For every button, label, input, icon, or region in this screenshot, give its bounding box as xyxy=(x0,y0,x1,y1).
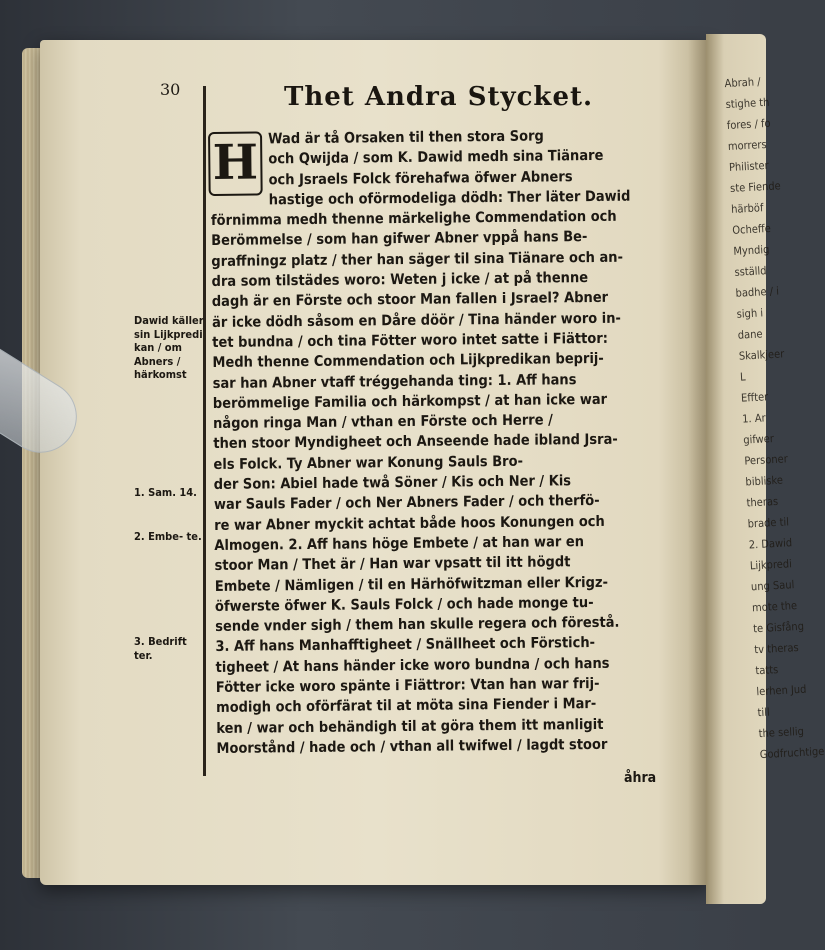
facing-page-fragment: the sellig xyxy=(758,724,805,741)
body-line: der Son: Abiel hade twå Söner / Kis och Ner / Kis xyxy=(213,473,572,494)
body-line: någon ringa Man / vthan en Förste och Herre / xyxy=(212,412,553,433)
body-line: tet bundna / och tina Fötter woro intet satte i Fiättor: xyxy=(212,330,609,351)
facing-page-fragment: 1. Ar xyxy=(741,411,766,426)
body-line: sar han Abner vtaff tréggehanda ting: 1. Aff hans xyxy=(212,371,577,392)
facing-page-fragment: sigh i xyxy=(736,306,764,321)
facing-page-fragment: Abrah / xyxy=(724,75,761,91)
body-line: modigh och oförfärat til at möta sina Fiender i Mar- xyxy=(215,696,597,717)
facing-page-fragment: tatts xyxy=(755,663,779,678)
body-line: ken / war och behändigh til at göra them itt manligit xyxy=(216,716,604,737)
body-line: sende vnder sigh / them han skulle regera och förestå. xyxy=(215,614,620,636)
body-line: graffningz platz / ther han säger til sina Tiänare och an- xyxy=(211,249,624,270)
facing-page-fragment: L xyxy=(739,370,746,384)
facing-page-fragment: te Gisfång xyxy=(752,619,805,636)
body-line: förnimma medh thenne märkelighe Commendation och xyxy=(210,208,617,230)
marginal-note-3: 2. Embe- te. xyxy=(134,530,202,543)
body-line: tigheet / At hans händer icke woro bundna / och hans xyxy=(215,655,610,676)
body-line: dra som tilstädes woro: Weten j icke / at på thenne xyxy=(211,270,589,291)
body-text xyxy=(210,125,667,759)
body-line: Berömmelse / som han gifwer Abner vppå hans Be- xyxy=(211,229,588,250)
facing-page-fragment: gifwer xyxy=(742,432,775,447)
body-line: hastige och oförmodeliga dödh: Ther läter Dawid xyxy=(268,188,631,209)
page-title: Thet Andra Stycket. xyxy=(284,82,594,112)
body-line: 3. Aff hans Manhafftigheet / Snällheet och Förstich- xyxy=(215,635,596,656)
body-line: Medh thenne Commendation och Lijkpredikan beprij- xyxy=(212,351,604,372)
body-line: berömmelige Familia och härkompst / at han icke war xyxy=(212,391,608,412)
body-line: öfwerste öfwer K. Sauls Folck / och hade monge tu- xyxy=(214,594,594,615)
body-line: Almogen. 2. Aff hans höge Embete / at han war en xyxy=(214,534,585,554)
facing-page-fragment: lerhen Jud xyxy=(756,682,807,699)
body-line: Embete / Nämligen / til en Härhöfwitzman eller Krigz- xyxy=(214,574,609,595)
facing-page-fragment: badhe / i xyxy=(735,284,780,300)
body-line: Wad är tå Orsaken til then stora Sorg xyxy=(268,128,544,148)
facing-page-fragment: theras xyxy=(746,494,779,510)
catchword: åhra xyxy=(624,770,657,786)
facing-page-fragment: Godfruchtige xyxy=(759,744,825,762)
facing-page-fragment: härböf xyxy=(730,201,764,216)
facing-page-fragment: Personer xyxy=(744,452,789,468)
body-line: och Jsraels Folck förehafwa öfwer Abners xyxy=(268,168,573,188)
facing-page-fragment: 2. Dawid xyxy=(748,536,793,552)
marginal-note-4: 3. Bedrift ter. xyxy=(134,635,187,662)
facing-page-fragment: Philister xyxy=(728,158,769,174)
facing-page-fragment: sställd xyxy=(734,264,767,279)
facing-page-text xyxy=(706,31,825,766)
facing-page-fragment: dane xyxy=(737,327,763,342)
page-number: 30 xyxy=(160,80,181,99)
facing-page-fragment: ung Saul xyxy=(750,578,795,594)
facing-page-fragment: Ocheffe xyxy=(731,221,772,237)
body-line: stoor Man / Thet är / Han war vpsatt til itt högdt xyxy=(214,554,571,575)
facing-page-fragment: Effter xyxy=(740,390,769,405)
facing-page-fragment: bibliske xyxy=(745,473,784,489)
body-line: re war Abner myckit achtat både hoos Konungen och xyxy=(214,513,605,534)
facing-page-fragment: mote the xyxy=(751,599,798,615)
facing-page-fragment: Lijkpredi xyxy=(749,557,793,573)
facing-page-fragment: stighe th xyxy=(725,95,770,112)
body-lines xyxy=(210,125,667,759)
body-line: then stoor Myndigheet och Anseende hade ibland Jsra- xyxy=(213,432,618,453)
facing-page-fragment: tv theras xyxy=(753,641,799,657)
facing-page-fragment: till xyxy=(757,705,771,720)
facing-page-fragment: Myndig xyxy=(733,242,770,258)
marginal-note-2: 1. Sam. 14. xyxy=(134,486,197,499)
body-line: och Qwijda / som K. Dawid medh sina Tiänare xyxy=(268,148,604,168)
body-line: war Sauls Fader / och Ner Abners Fader / och therfö- xyxy=(213,493,600,514)
body-line: dagh är en Förste och stoor Man fallen i Jsrael? Abner xyxy=(211,290,609,311)
body-line: els Folck. Ty Abner war Konung Sauls Bro- xyxy=(213,453,524,473)
facing-page-fragment: Skalkjeer xyxy=(738,347,785,363)
body-line: är icke dödh såsom en Dåre döör / Tina händer woro in- xyxy=(211,310,621,331)
facing-page-fragment: ste Fiende xyxy=(729,179,782,195)
marginal-note-1: Dawid käller sin Lijkpredi kan / om Abners / härkomst xyxy=(134,314,204,381)
drop-cap-initial: H xyxy=(208,131,263,196)
facing-page-fragment: brade til xyxy=(747,515,790,531)
body-line: Fötter icke woro spänte i Fiättror: Vtan han war frij- xyxy=(215,675,600,696)
margin-rule xyxy=(203,86,206,776)
body-line: Moorstånd / hade och / vthan all twifwel / lagdt stoor xyxy=(216,736,608,757)
facing-page-fragment: fores / fo xyxy=(726,116,771,133)
facing-page xyxy=(706,34,825,904)
facing-page-fragment: morrers xyxy=(727,137,767,153)
